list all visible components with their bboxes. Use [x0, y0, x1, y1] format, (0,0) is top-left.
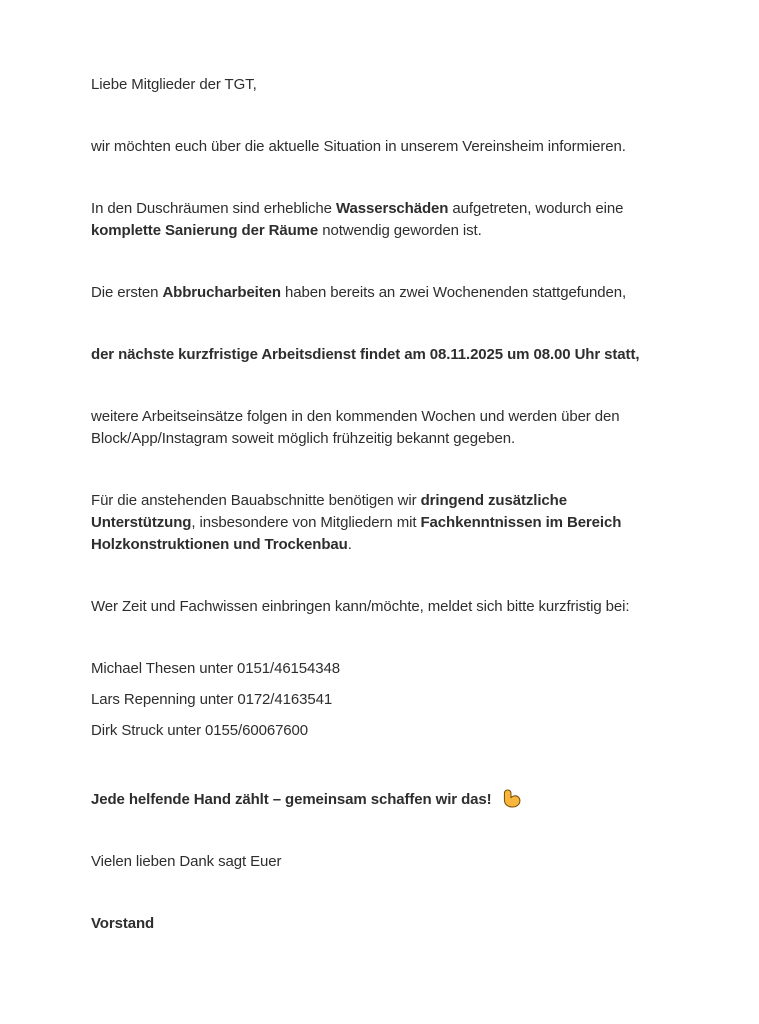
- text-segment: Block/App/Instagram soweit möglich frühzeitig bekannt gegeben.: [91, 430, 516, 447]
- text-segment: komplette Sanierung der Räume: [91, 222, 319, 239]
- motivation: [91, 788, 699, 811]
- motivation-line: [91, 788, 699, 811]
- flexed-biceps-emoji: [501, 788, 522, 809]
- damage-report-line: [91, 220, 699, 242]
- text-segment: , insbesondere von Mitgliedern mit: [191, 514, 421, 531]
- intro: [91, 136, 699, 158]
- text-segment: weitere Arbeitseinsätze folgen in den kommenden Wochen und werden über den: [91, 408, 620, 425]
- further-assignments-line: [91, 428, 699, 450]
- demolition-status-line: [91, 282, 699, 304]
- text-segment: notwendig geworden ist.: [318, 222, 482, 239]
- text-segment: Holzkonstruktionen und Trockenbau: [91, 536, 348, 553]
- salutation-line: [91, 74, 699, 96]
- contact-michael-thesen-line: [91, 658, 699, 680]
- contact-dirk-struck-line: [91, 720, 699, 742]
- further-assignments: [91, 406, 699, 450]
- text-segment: Unterstützung: [91, 514, 192, 531]
- damage-report: [91, 198, 699, 242]
- text-segment: .: [347, 536, 352, 553]
- support-request-line: [91, 512, 699, 534]
- thanks: [91, 851, 699, 873]
- text-segment: Wer Zeit und Fachwissen einbringen kann/möchte, meldet sich bitte kurzfristig bei:: [91, 598, 630, 615]
- next-workday: [91, 344, 699, 366]
- text-segment: Fachkenntnissen im Bereich: [420, 514, 622, 531]
- contact-dirk-struck: [91, 720, 699, 742]
- letter-body: [91, 74, 699, 935]
- text-segment: Dirk Struck unter 0155/60067600: [91, 722, 309, 739]
- text-segment: In den Duschräumen sind erhebliche: [91, 200, 336, 217]
- further-assignments-line: [91, 406, 699, 428]
- text-segment: Michael Thesen unter 0151/46154348: [91, 660, 341, 677]
- next-workday-line: [91, 344, 699, 366]
- text-segment: Liebe Mitglieder der TGT,: [91, 76, 257, 93]
- text-segment: haben bereits an zwei Wochenenden stattgefunden,: [280, 284, 627, 301]
- intro-line: [91, 136, 699, 158]
- text-segment: Abbrucharbeiten: [162, 284, 281, 301]
- text-segment: Für die anstehenden Bauabschnitte benötigen wir: [91, 492, 421, 509]
- signature-vorstand: [91, 913, 699, 935]
- text-segment: Vorstand: [91, 915, 155, 932]
- text-segment: Die ersten: [91, 284, 163, 301]
- text-segment: der nächste kurzfristige Arbeitsdienst findet am 08.11.2025 um 08.00 Uhr statt,: [91, 346, 640, 363]
- support-request: [91, 490, 699, 556]
- text-segment: wir möchten euch über die aktuelle Situation in unserem Vereinsheim informieren.: [91, 138, 626, 155]
- text-segment: aufgetreten, wodurch eine: [448, 200, 624, 217]
- text-segment: dringend zusätzliche: [420, 492, 567, 509]
- text-segment: Wasserschäden: [335, 200, 449, 217]
- signature-vorstand-line: [91, 913, 699, 935]
- thanks-line: [91, 851, 699, 873]
- text-segment: Jede helfende Hand zählt – gemeinsam schaffen wir das!: [91, 791, 492, 808]
- contact-callout-line: [91, 596, 699, 618]
- salutation: [91, 74, 699, 96]
- contact-lars-repenning: [91, 689, 699, 711]
- support-request-line: [91, 534, 699, 556]
- contact-callout: [91, 596, 699, 618]
- text-segment: Vielen lieben Dank sagt Euer: [91, 853, 282, 870]
- support-request-line: [91, 490, 699, 512]
- demolition-status: [91, 282, 699, 304]
- damage-report-line: [91, 198, 699, 220]
- contact-lars-repenning-line: [91, 689, 699, 711]
- contact-michael-thesen: [91, 658, 699, 680]
- text-segment: Lars Repenning unter 0172/4163541: [91, 691, 333, 708]
